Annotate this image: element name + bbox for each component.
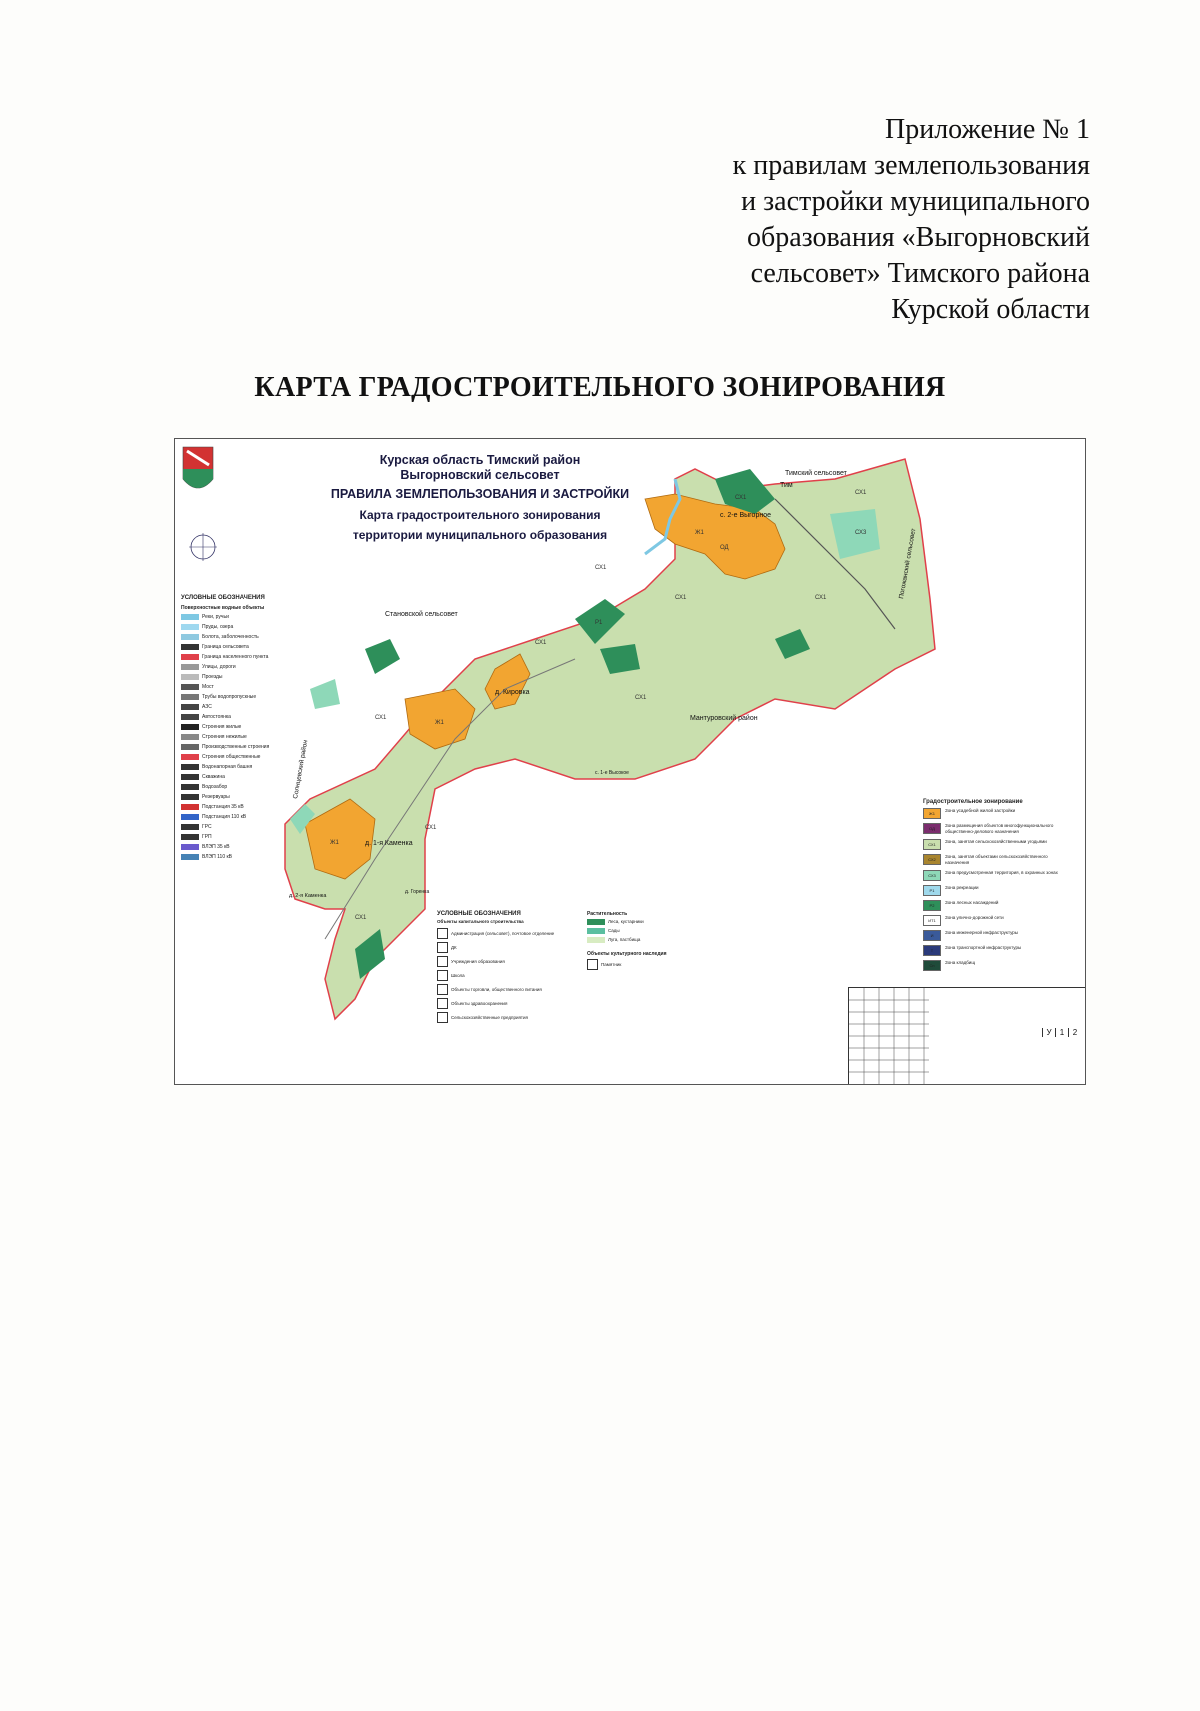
legend-item-label: Сельскохозяйственные предприятия <box>451 1014 528 1020</box>
zone-label: СХ1 <box>735 495 747 501</box>
zone-swatch: СХ3 <box>923 870 941 881</box>
legend-item-label: Подстанция 110 кВ <box>202 813 247 820</box>
map-header-line: Карта градостроительного зонирования <box>359 508 601 522</box>
appendix-line: образования «Выгорновский <box>746 222 1090 253</box>
zone-legend-item <box>923 915 1073 926</box>
zone-swatch: Т <box>923 945 941 956</box>
object-symbol-icon <box>437 1012 448 1023</box>
legend-item-label: Трубы водопропускные <box>202 693 257 700</box>
appendix-block <box>530 112 1090 328</box>
zone-legend-label: Зона транспортной инфраструктуры <box>945 945 1022 950</box>
sheet-number <box>1042 1028 1081 1037</box>
legend-item <box>181 762 273 772</box>
legend-item <box>181 662 273 672</box>
legend-swatch <box>181 854 199 860</box>
legend-swatch <box>587 919 605 925</box>
legend-item <box>181 642 273 652</box>
zone-legend-label: Зона, занятая объектами сельскохозяйственного назначения <box>945 854 1048 865</box>
legend-swatch <box>181 764 199 770</box>
legend-item-label: ДК <box>451 944 457 950</box>
zone-legend-label: Зона усадебной жилой застройки <box>945 808 1016 813</box>
zone-legend-item <box>923 808 1073 819</box>
zone-legend-item <box>923 870 1073 881</box>
zone-legend-label: Зона лесных насаждений <box>945 900 999 905</box>
legend-item <box>181 652 273 662</box>
title-block-stamp <box>848 987 1085 1084</box>
legend-item-label: Леса, кустарники <box>608 919 644 924</box>
legend-item-label: Сады <box>608 928 620 933</box>
legend-item <box>181 612 273 622</box>
legend-swatch <box>181 644 199 650</box>
place-label: Мантуровский район <box>690 715 758 722</box>
zone-legend-item <box>923 900 1073 911</box>
legend-item-label: Водозабор <box>202 783 228 790</box>
coat-of-arms-icon <box>183 447 213 488</box>
map-header-line: Выгорновский сельсовет <box>400 468 560 482</box>
legend-item-label: Памятник <box>601 961 622 967</box>
zone-legend-label: Зона предусмотренная территория, в охранных зонах <box>945 870 1058 875</box>
legend-swatch <box>181 684 199 690</box>
zone-legend-item <box>923 854 1073 866</box>
legend-item <box>181 842 273 852</box>
zone-legend-item <box>923 960 1073 971</box>
legend-item-label: ГРП <box>202 833 212 840</box>
appendix-line: Курской области <box>891 294 1090 325</box>
legend-item-label: Строения общественные <box>202 753 261 760</box>
legend-item-label: Проезды <box>202 673 223 680</box>
legend-item <box>181 832 273 842</box>
legend-item-label: ГРС <box>202 823 212 830</box>
legend-swatch <box>181 794 199 800</box>
zone-legend-label: Зона улично-дорожной сети <box>945 915 1004 920</box>
legend-heading: Объекты культурного наследия <box>587 951 667 957</box>
zone-label: СХ1 <box>355 915 367 921</box>
map-header-line: территории муниципального образования <box>352 528 608 542</box>
zone-label: СХ1 <box>855 490 867 496</box>
map-header-line: Курская область Тимский район <box>379 453 581 467</box>
legend-heading: Градостроительное зонирование <box>923 799 1023 805</box>
legend-item-label: Строения жилые <box>202 723 242 730</box>
legend-swatch <box>181 614 199 620</box>
legend-item <box>181 722 273 732</box>
zone-legend-item <box>923 930 1073 941</box>
appendix-line: сельсовет» Тимского района <box>750 258 1090 289</box>
place-label: Тим <box>780 482 793 489</box>
place-label: с. 2-е Выгорное <box>720 512 771 519</box>
monument-icon <box>587 959 598 970</box>
legend-item-label: АЗС <box>202 703 212 710</box>
legend-swatch <box>181 814 199 820</box>
legend-swatch <box>587 937 605 943</box>
legend-item <box>181 712 273 722</box>
zone-swatch: Р1 <box>923 885 941 896</box>
legend-swatch <box>587 928 605 934</box>
zone-swatch: ОД <box>923 823 941 834</box>
legend-item <box>181 622 273 632</box>
zone-label: СХ1 <box>375 715 387 721</box>
legend-item <box>437 956 577 967</box>
legend-item <box>181 822 273 832</box>
zone-swatch: СХ2 <box>923 854 941 865</box>
legend-item-label: Болота, заболоченность <box>202 633 259 640</box>
legend-objects <box>437 911 577 1026</box>
zone-swatch: Р2 <box>923 900 941 911</box>
document-title: КАРТА ГРАДОСТРОИТЕЛЬНОГО ЗОНИРОВАНИЯ <box>254 372 946 403</box>
place-label: Погожанский сельсовет <box>898 527 918 600</box>
place-label: д. 1-я Каменка <box>365 840 413 847</box>
sheet-cell: У <box>1042 1028 1055 1037</box>
zone-label: СХ3 <box>855 530 867 536</box>
legend-item <box>181 852 273 862</box>
legend-subheading: Поверхностные водные объекты <box>181 605 265 611</box>
legend-item-label: Подстанция 35 кВ <box>202 803 244 810</box>
zone-legend-item <box>923 823 1073 835</box>
legend-item <box>181 802 273 812</box>
zone-label: СХ1 <box>595 565 607 571</box>
legend-swatch <box>181 694 199 700</box>
legend-item-label: Школа <box>451 972 465 978</box>
legend-item-label: Резервуары <box>202 793 230 800</box>
zone-label: ОД <box>720 545 729 551</box>
legend-left <box>181 595 273 862</box>
zone-label: СХ1 <box>535 640 547 646</box>
legend-item-label: Производственные строения <box>202 743 270 750</box>
legend-item <box>181 672 273 682</box>
object-symbol-icon <box>437 984 448 995</box>
zone-swatch: И <box>923 930 941 941</box>
legend-item <box>587 919 697 925</box>
legend-item <box>181 682 273 692</box>
legend-item <box>437 942 577 953</box>
legend-swatch <box>181 634 199 640</box>
zone-swatch: СХ1 <box>923 839 941 850</box>
zone-legend-label: Зона рекреации <box>945 885 979 890</box>
legend-item-label: Строения нежилые <box>202 733 247 740</box>
zone-swatch: Ж1 <box>923 808 941 819</box>
zone-label: СХ1 <box>635 695 647 701</box>
zone-label: СХ1 <box>815 595 827 601</box>
legend-heading: УСЛОВНЫЕ ОБОЗНАЧЕНИЯ <box>437 911 521 917</box>
legend-swatch <box>181 724 199 730</box>
legend-item <box>437 970 577 981</box>
zone-legend-item <box>923 945 1073 956</box>
legend-item-label: Водонапорная башня <box>202 763 253 770</box>
legend-item <box>181 772 273 782</box>
legend-swatch <box>181 704 199 710</box>
legend-item <box>437 928 577 939</box>
legend-item-label: Пруды, озера <box>202 623 234 630</box>
zone-label: Р1 <box>595 620 603 626</box>
legend-item-label: Мост <box>202 683 214 690</box>
legend-swatch <box>181 774 199 780</box>
legend-item-label: Реки, ручьи <box>202 613 229 620</box>
legend-swatch <box>181 834 199 840</box>
zone-legend-item <box>923 885 1073 896</box>
zone-legend-label: Зона инженерной инфраструктуры <box>945 930 1018 935</box>
legend-item <box>181 792 273 802</box>
place-label: с. 1-е Высокое <box>595 770 629 776</box>
zone-swatch: ИТ1 <box>923 915 941 926</box>
zone-legend-label: Зона размещения объектов многофункционального общественно-делового назначения <box>945 823 1054 834</box>
legend-subheading: Объекты капитального строительства <box>437 919 524 924</box>
legend-heading: Растительность <box>587 911 628 917</box>
object-symbol-icon <box>437 928 448 939</box>
legend-swatch <box>181 844 199 850</box>
legend-swatch <box>181 734 199 740</box>
object-symbol-icon <box>437 942 448 953</box>
zoning-map[interactable] <box>174 438 1086 1085</box>
legend-item <box>587 959 697 970</box>
legend-item-label: Объекты торговли, общественного питания <box>451 986 542 992</box>
legend-swatch <box>181 674 199 680</box>
meadow-patch <box>310 679 340 709</box>
legend-item <box>181 782 273 792</box>
legend-item <box>587 928 697 934</box>
zone-legend-label: Зона кладбищ <box>945 960 976 965</box>
zone-label: Ж1 <box>435 720 444 726</box>
legend-item-label: Объекты здравоохранения <box>451 1000 508 1006</box>
legend-swatch <box>181 624 199 630</box>
legend-heading: УСЛОВНЫЕ ОБОЗНАЧЕНИЯ <box>181 595 265 601</box>
legend-item-label: Учреждения образования <box>451 958 505 964</box>
place-label: Тимский сельсовет <box>785 470 847 477</box>
sheet-cell: 1 <box>1055 1028 1068 1037</box>
legend-swatch <box>181 714 199 720</box>
legend-item-label: ВЛЭП 110 кВ <box>202 853 233 860</box>
legend-item <box>181 702 273 712</box>
legend-item-label: Луга, пастбища <box>608 937 641 942</box>
zone-legend-label: Зона, занятая сельскохозяйственными угодьями <box>945 839 1047 844</box>
object-symbol-icon <box>437 998 448 1009</box>
zone-label: Ж1 <box>695 530 704 536</box>
legend-item-label: Скважина <box>202 773 225 780</box>
map-header <box>325 453 635 542</box>
zone-label: СХ1 <box>425 825 437 831</box>
legend-item-label: Администрация (сельсовет), почтовое отделение <box>451 930 555 936</box>
legend-item-label: ВЛЭП 35 кВ <box>202 843 230 850</box>
place-label: Солнцевский район <box>292 739 310 800</box>
legend-item <box>587 937 697 943</box>
legend-swatch <box>181 664 199 670</box>
appendix-line: Приложение № 1 <box>885 114 1090 145</box>
sheet-cell: 2 <box>1068 1028 1081 1037</box>
zone-legend-item <box>923 839 1073 850</box>
legend-vegetation <box>587 911 697 973</box>
legend-item-label: Граница населенного пункта <box>202 653 269 660</box>
compass-rose-icon <box>189 533 217 561</box>
appendix-line: к правилам землепользования <box>732 150 1090 181</box>
zone-swatch: Сп <box>923 960 941 971</box>
legend-item <box>181 632 273 642</box>
legend-item <box>181 752 273 762</box>
legend-item-label: Граница сельсовета <box>202 643 249 650</box>
legend-swatch <box>181 654 199 660</box>
legend-item <box>437 998 577 1009</box>
legend-item-label: Улицы, дороги <box>202 663 236 670</box>
forest-patch <box>365 639 400 674</box>
legend-swatch <box>181 784 199 790</box>
legend-item <box>181 692 273 702</box>
zone-label: СХ1 <box>675 595 687 601</box>
legend-swatch <box>181 804 199 810</box>
map-header-line: ПРАВИЛА ЗЕМЛЕПОЛЬЗОВАНИЯ И ЗАСТРОЙКИ <box>330 487 630 501</box>
legend-item <box>437 1012 577 1023</box>
legend-item <box>437 984 577 995</box>
place-label: д. Горенка <box>405 889 430 895</box>
legend-item <box>181 812 273 822</box>
legend-swatch <box>181 744 199 750</box>
object-symbol-icon <box>437 970 448 981</box>
place-label: д. 2-я Каменка <box>289 893 327 899</box>
zone-label: Ж1 <box>330 840 339 846</box>
legend-swatch <box>181 754 199 760</box>
legend-item <box>181 742 273 752</box>
legend-item-label: Автостоянка <box>202 713 231 720</box>
place-label: д. Кировка <box>495 689 530 696</box>
place-label: Становской сельсовет <box>385 611 458 618</box>
stamp-grid <box>849 988 929 1084</box>
object-symbol-icon <box>437 956 448 967</box>
legend-swatch <box>181 824 199 830</box>
appendix-line: и застройки муниципального <box>741 186 1090 217</box>
legend-zones <box>923 799 1073 975</box>
legend-item <box>181 732 273 742</box>
